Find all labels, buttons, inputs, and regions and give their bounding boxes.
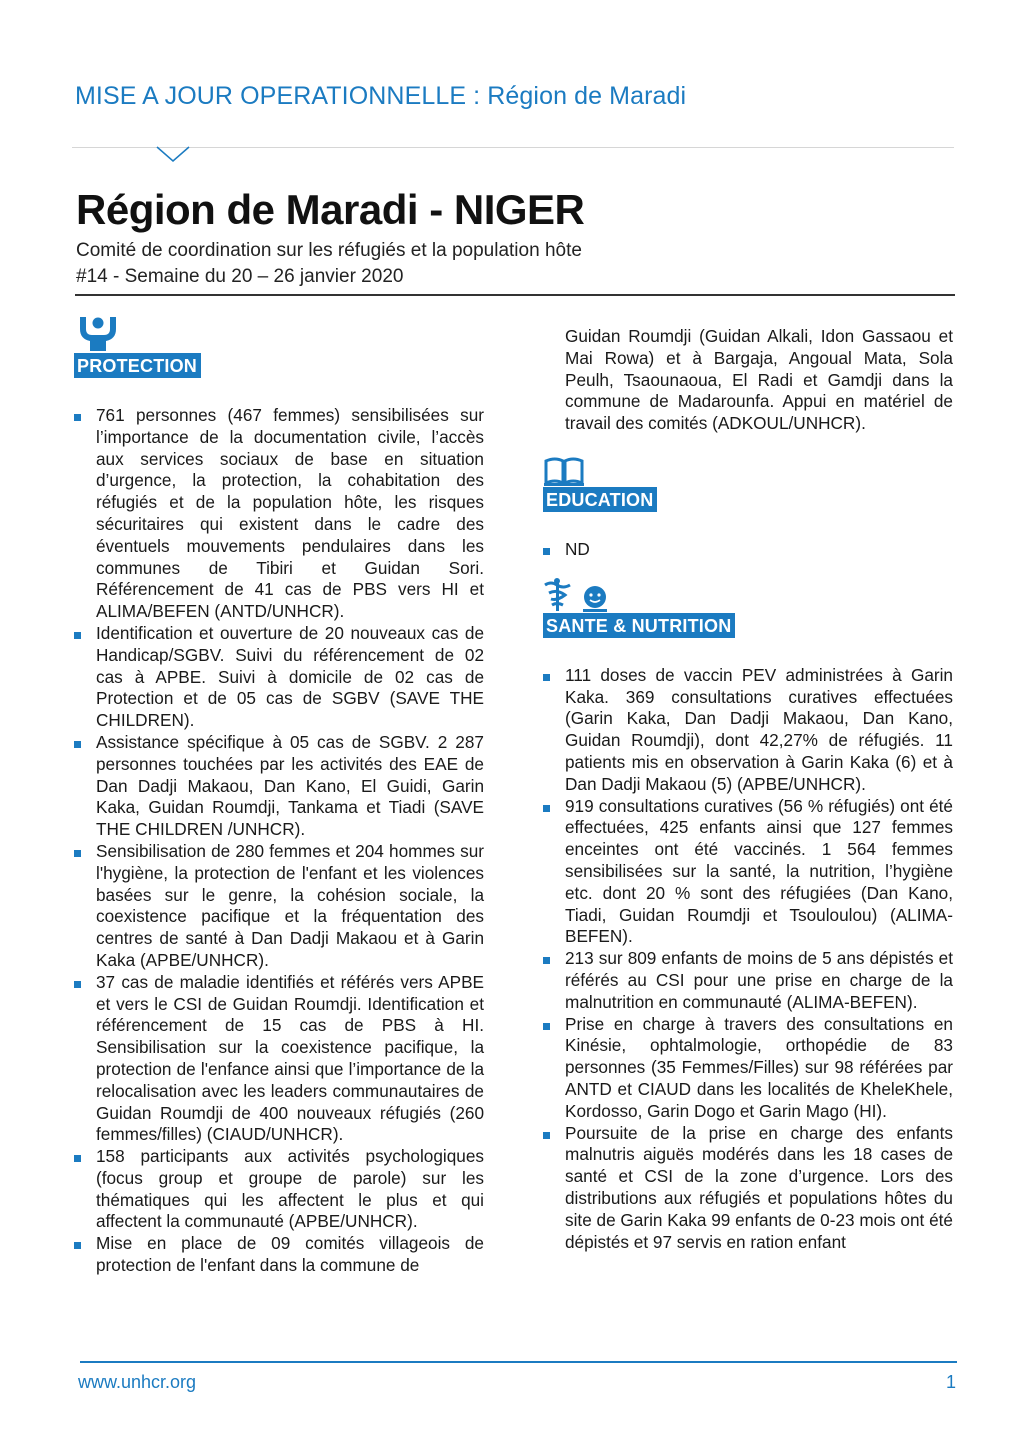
chevron-down-icon [156,145,190,163]
right-column [543,326,953,1253]
page-title: Région de Maradi - NIGER [76,186,585,233]
education-list [543,539,953,561]
document-header-title: MISE A JOUR OPERATIONNELLE : Région de Maradi [75,82,687,110]
footer-divider [80,1361,957,1363]
protection-people-icon [76,315,120,351]
sante-section-header [543,577,953,638]
list-item: Prise en charge à travers des consultations en Kinésie, ophtalmologie, orthopédie de 83 personnes (35 Femmes/Filles) sur 98 référées par ANTD et CIAUD dans les localités de KheleKhele, Kordosso, Garin Dogo et Garin Mago (HI). [543,1014,953,1123]
protection-section-header [74,315,484,378]
protection-continuation: Guidan Roumdji (Guidan Alkali, Idon Gassaou et Mai Rowa) et à Bargaja, Angoual Mata, Sola Peulh, Tsaounaoua, El Radi et Gamdji dans la commune de Madarounfa. Appui en matériel de travail des comités (ADKOUL/UNHCR). [565,326,953,434]
list-item: Sensibilisation de 280 femmes et 204 hommes sur l'hygiène, la protection de l'enfant et les violences basées sur le genre, la cohésion sociale, la coexistence pacifique et la fréquentation des centres de santé à Dan Dadji Makaou et à Garin Kaka (APBE/UNHCR). [74,841,484,972]
list-item: Assistance spécifique à 05 cas de SGBV. 2 287 personnes touchées par les activités des EAE de Dan Dadji Makaou, Dan Kano, El Guidi, Garin Kaka, Guidan Roumdji, Tankama et Tiadi (SAVE THE CHILDREN /UNHCR). [74,732,484,841]
education-label: EDUCATION [543,487,657,512]
list-item: 37 cas de maladie identifiés et référés vers APBE et vers le CSI de Guidan Roumdji. Identification et référencement de 15 cas de PBS à HI. Sensibilisation sur la coexistence pacifique, la protection de l'enfance ainsi que l’importance de la relocalisation avec les leaders communautaires de Guidan Roumdji de 400 nouveaux réfugiés (260 femmes/filles) (CIAUD/UNHCR). [74,972,484,1146]
list-item: 919 consultations curatives (56 % réfugiés) ont été effectuées, 425 enfants ainsi que 127 femmes enceintes ont été vaccinés. 1 564 femmes sensibilisées sur la santé, la nutrition, l’hygiène etc. dont 20 % sont des réfugiées (Dan Kano, Tiadi, Guidan Roumdji et Tsouloulou) (ALIMA-BEFEN). [543,796,953,949]
page-number: 1 [946,1372,957,1392]
list-item: 111 doses de vaccin PEV administrées à Garin Kaka. 369 consultations curatives effectuées (Garin Kaka, Dan Dadji Makaou, Dan Kano, Guidan Roumdji), dont 42,27% de réfugiés. 11 patients mis en observation à Garin Kaka (6) et à Dan Dadji Makaou (5) (APBE/UNHCR). [543,665,953,796]
list-item: Identification et ouverture de 20 nouveaux cas de Handicap/SGBV. Suivi du référencement de 02 cas à APBE. Suivi à domicile de 02 cas de Protection et de 05 cas de SGBV (SAVE THE CHILDREN). [74,623,484,732]
header-divider [72,147,954,148]
protection-list [74,405,484,1277]
list-item: Mise en place de 09 comités villageois de protection de l'enfant dans la commune de [74,1233,484,1277]
list-item: 761 personnes (467 femmes) sensibilisées sur l’importance de la documentation civile, l’accès aux services sociaux de base en situation d’urgence, la protection, la cohabitation des réfugiés et de la population hôte, les risques sécuritaires qui existent dans le cadre des éventuels mouvements pendulaires dans les communes de Tibiri et Guidan Sori. Référencement de 41 cas de PBS vers HI et ALIMA/BEFEN (ANTD/UNHCR). [74,405,484,623]
page-subtitle: Comité de coordination sur les réfugiés et la population hôte [76,240,582,261]
sante-label: SANTE & NUTRITION [543,613,735,638]
list-item: 158 participants aux activités psychologiques (focus group et groupe de parole) sur les thématiques qui les affectent le plus et qui affectent la communauté (APBE/UNHCR). [74,1146,484,1233]
issue-date: #14 - Semaine du 20 – 26 janvier 2020 [76,266,404,287]
list-item: ND [543,539,953,561]
education-section-header [543,457,953,512]
list-item: Poursuite de la prise en charge des enfants malnutris aiguës modérés dans les 18 cases de santé et CSI de la zone d’urgence. Lors des distributions aux réfugiés et populations hôtes du site de Garin Kaka 99 enfants de 0-23 mois ont été dépistés et 97 servis en ration enfant [543,1123,953,1254]
sante-list [543,665,953,1254]
footer-website-link[interactable]: www.unhcr.org [78,1372,197,1392]
title-divider [75,294,955,296]
protection-label: PROTECTION [74,353,201,378]
health-nutrition-icon [543,577,611,613]
book-icon [543,457,585,487]
list-item: 213 sur 809 enfants de moins de 5 ans dépistés et référés au CSI pour une prise en charge de la malnutrition en communauté (ALIMA-BEFEN). [543,948,953,1013]
left-column [74,315,484,1277]
